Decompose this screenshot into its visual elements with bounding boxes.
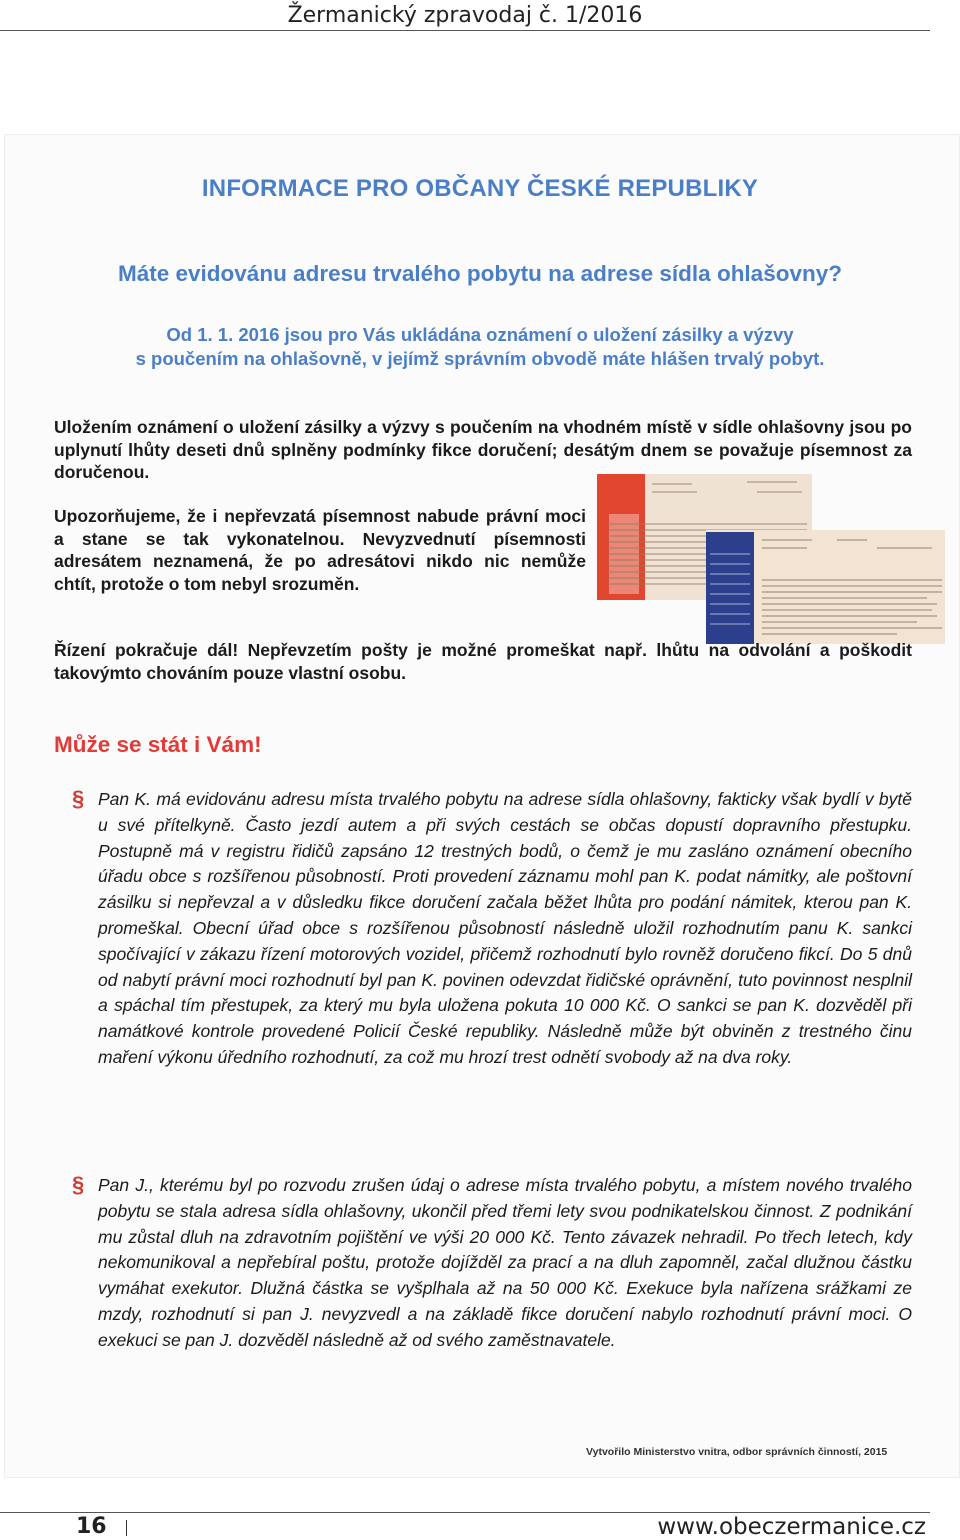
- page-header: [0, 0, 930, 31]
- paragraph-proceedings: Řízení pokračuje dál! Nepřevzetím pošty je možné promeškat např. lhůtu na odvolání a poškodit takovýmto chováním pouze vlastní osobu.: [54, 640, 912, 683]
- delivery-slips-image: [597, 474, 945, 646]
- footer-divider: [0, 1512, 930, 1513]
- paragraph-warning: Upozorňujeme, že i nepřevzatá písemnost nabude právní moci a stane se tak vykonatelnou. Nevyzvednutí písemnosti adresátem neznamená, že po adresátovi nikdo nic nemůže chtít, protože o tom nebyl srozuměn.: [54, 506, 586, 594]
- section-sign-icon: §: [72, 1172, 85, 1197]
- notice-line-2: s poučením na ohlašovně, v jejímž správním obvodě máte hlášen trvalý pobyt.: [135, 348, 825, 369]
- leaflet-title: INFORMACE PRO OBČANY ČESKÉ REPUBLIKY: [201, 175, 759, 202]
- leaflet-credit: Vytvořilo Ministerstvo vnitra, odbor správních činností, 2015: [586, 1446, 888, 1458]
- leaflet-question: Máte evidovánu adresu trvalého pobytu na adrese sídla ohlašovny?: [118, 261, 842, 286]
- delivery-slips-illustration: [597, 474, 945, 646]
- paragraph-fiction: Uložením oznámení o uložení zásilky a výzvy s poučením na vhodném místě v sídle ohlašovny jsou po uplynutí lhůty deseti dnů splněny podmínky fikce doručení; desátým dnem se považuje písemnost za doručenou.: [54, 417, 912, 482]
- page-number: 16: [76, 1514, 107, 1539]
- newsletter-title: Žermanický zpravodaj č. 1/2016: [287, 3, 643, 28]
- warning-heading: Může se stát i Vám!: [54, 732, 262, 757]
- case-example-k: Pan K. má evidovánu adresu místa trvalého pobytu na adrese sídla ohlašovny, fakticky však bydlí v bytě u své přítelkyně. Často jezdí autem a při svých cestách se občas dopustí dopravního přestupku. Postupně má v registru řidičů zapsáno 12 trestných bodů, o čemž je mu zasláno oznámení obecního úřadu obce s rozšířenou působností. Proti provedení záznamu mohl pan K. podat námitky, ale poštovní zásilku si nepřevzal a v důsledku fikce doručení začala běžet lhůta pro podání námitek, kterou pan K. promeškal. Obecní úřad obce s rozšířenou působností následně uložil rozhodnutím panu K. sankci spočívající v zákazu řízení motorových vozidel, přičemž rozhodnutí bylo rovněž doručeno fikcí. Do 5 dnů od nabytí právní moci rozhodnutí byl pan K. povinen odevzdat řidičské oprávnění, tuto povinnost nesplnil a spáchal tím přestupek, za který mu byla uložena pokuta 10 000 Kč. O sankci se pan K. dozvěděl při namátkové kontrole provedené Policií České republiky. Následně může být obviněn z trestného činu maření výkonu úředního rozhodnutí, za což mu hrozí trest odnětí svobody až na dva roky.: [98, 789, 912, 1067]
- footer-separator: [126, 1520, 127, 1536]
- slip-front-blue-strip: [706, 532, 754, 644]
- section-sign-icon: §: [72, 786, 85, 811]
- website-link[interactable]: www.obeczermanice.cz: [657, 1514, 926, 1540]
- case-example-j: Pan J., kterému byl po rozvodu zrušen údaj o adrese místa trvalého pobytu, a místem nového trvalého pobytu se stala adresa sídla ohlašovny, ukončil před třemi lety svou podnikatelskou činnost. Z podnikání mu zůstal dluh na zdravotním pojištění ve výši 20 000 Kč. Tento závazek nehradil. Po třech letech, kdy nekomunikoval a nepřebíral poštu, protože dojížděl za prací a na dluh zapomněl, začal dlužnou částku vymáhat exekutor. Dlužná částka se vyšplhala až na 50 000 Kč. Exekuce byla nařízena srážkami ze mzdy, rozhodnutí si pan J. nevyzvedl a na základě fikce doručení nabylo rozhodnutí právní moci. O exekuci se pan J. dozvěděl následně až od svého zaměstnavatele.: [98, 1175, 912, 1350]
- leaflet-notice: [40, 323, 920, 371]
- notice-line-1: Od 1. 1. 2016 jsou pro Vás ukládána oznámení o uložení zásilky a výzvy: [166, 324, 794, 345]
